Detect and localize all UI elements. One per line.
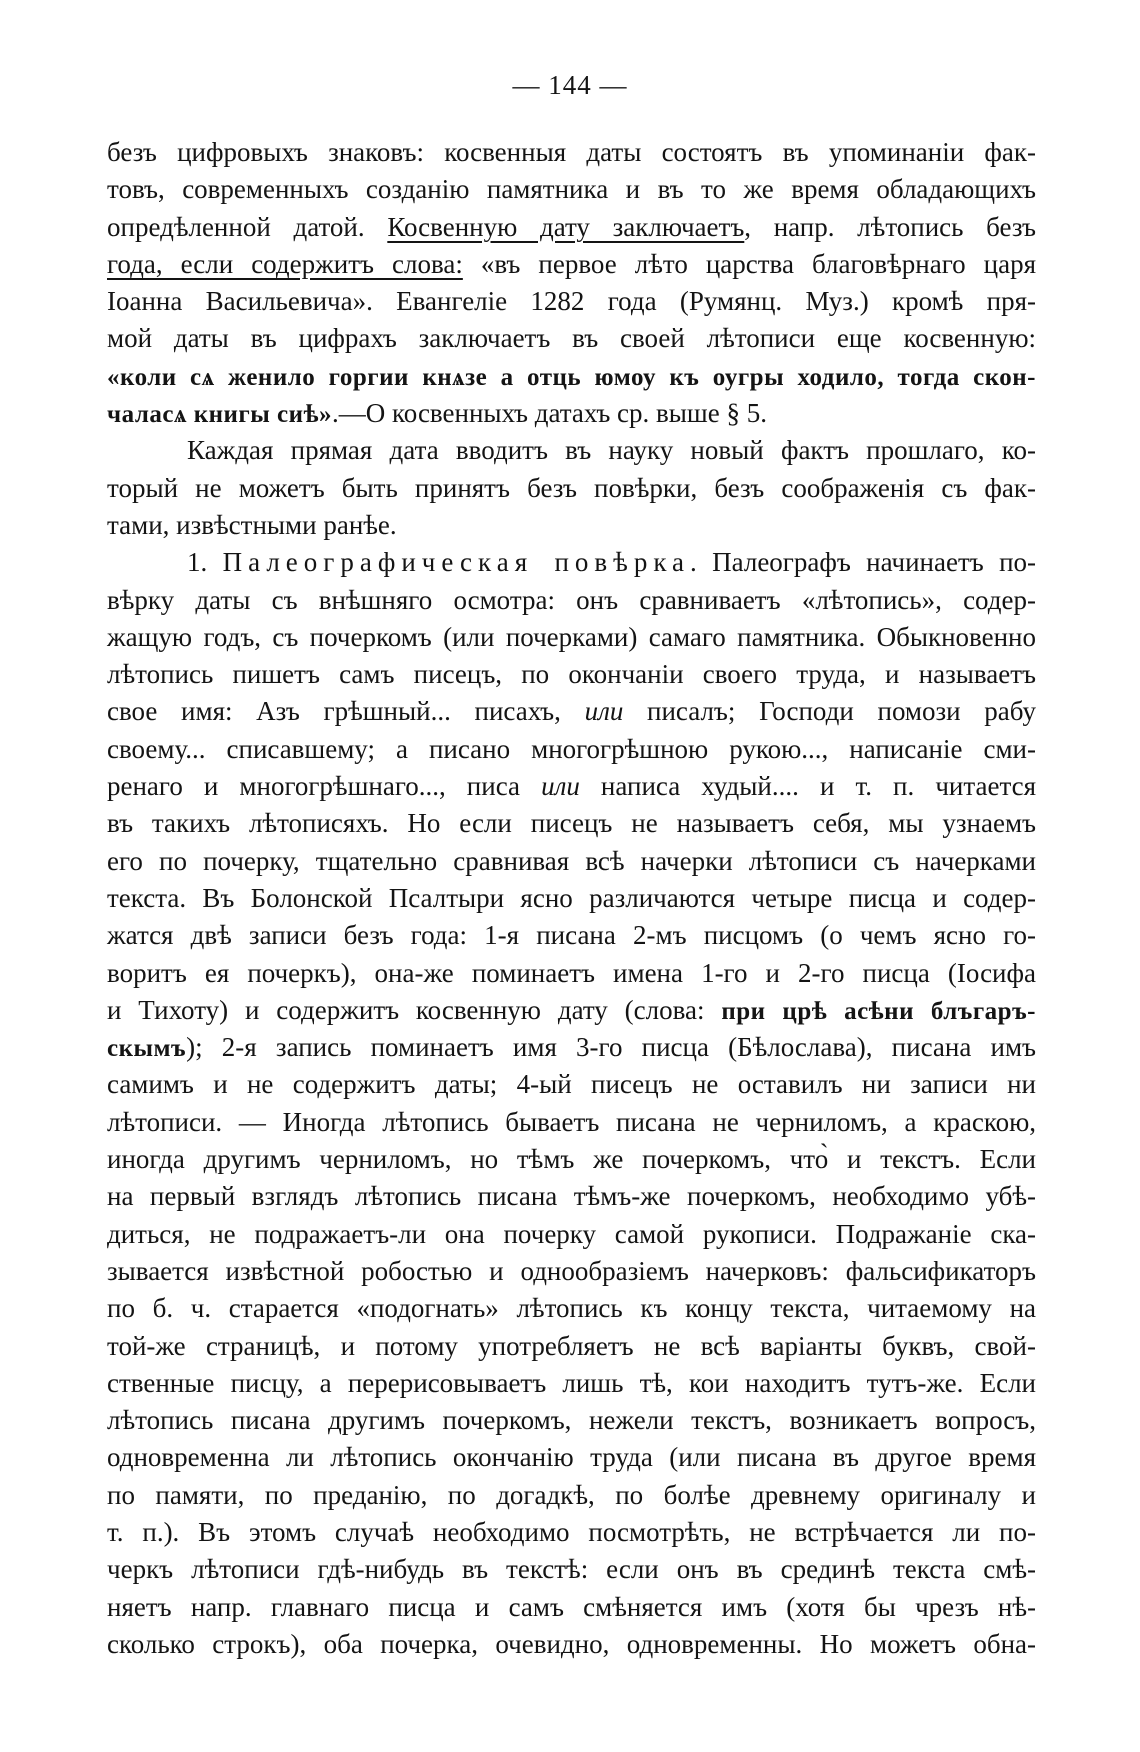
text-line — [107, 1066, 1036, 1103]
text-segment: вѣрку даты съ внѣшняго осмотра: онъ сравниваетъ «лѣтопись», содер- — [107, 584, 1036, 615]
text-line — [107, 358, 1036, 395]
text-line — [107, 171, 1036, 208]
text-line — [107, 320, 1036, 357]
text-segment: т. п.). Въ этомъ случаѣ необходимо посмотрѣть, не встрѣчается ли по- — [107, 1516, 1036, 1547]
text-segment: жатся двѣ записи безъ года: 1-я писана 2-мъ писцомъ (о чемъ ясно го- — [107, 920, 1036, 951]
text-line — [107, 1439, 1036, 1476]
text-line — [107, 1141, 1036, 1178]
text-segment: жащую годъ, съ почеркомъ (или почерками) самаго памятника. Обыкновенно — [107, 621, 1036, 652]
text-segment: диться, не подражаетъ-ли она почерку самой рукописи. Подражаніе ска- — [107, 1218, 1036, 1249]
text-segment: 1. — [187, 547, 223, 578]
text-line — [107, 432, 1036, 469]
text-line — [107, 1551, 1036, 1588]
old-slavonic-quote: «коли сѧ женило горгии кнѧзе а отць юмоу къ оугры ходило, тогда скон- — [107, 363, 1036, 391]
old-slavonic-quote: при црѣ асѣни блъгаръ- — [721, 997, 1036, 1025]
text-segment: «въ первое лѣто царства благовѣрнаго царя — [462, 248, 1036, 279]
text-segment: по памяти, по преданію, по догадкѣ, по болѣе древнему оригиналу и — [107, 1479, 1036, 1510]
text-segment: ственные писцу, а перерисовываетъ лишь тѣ, кои находитъ тутъ-же. Если — [107, 1367, 1036, 1398]
text-line — [107, 768, 1036, 805]
text-line — [107, 693, 1036, 730]
text-line — [107, 619, 1036, 656]
text-line — [107, 1029, 1036, 1066]
text-line — [107, 880, 1036, 917]
text-segment: на первый взглядъ лѣтопись писана тѣмъ-же почеркомъ, необходимо убѣ- — [107, 1181, 1036, 1212]
text-segment: текста. Въ Болонской Псалтыри ясно различаются четыре писца и содер- — [107, 882, 1036, 913]
text-segment: писалъ; Господи помози рабу — [623, 696, 1036, 727]
text-segment: лѣтописи. — Иногда лѣтопись бываетъ писана не черниломъ, а краскою, — [107, 1106, 1036, 1137]
text-line — [107, 955, 1036, 992]
text-segment: черкъ лѣтописи гдѣ-нибудь въ текстѣ: если онъ въ срединѣ текста смѣ- — [107, 1554, 1036, 1585]
text-line — [107, 1477, 1036, 1514]
text-line — [107, 507, 1036, 544]
text-line — [107, 917, 1036, 954]
text-line — [107, 992, 1036, 1029]
text-segment: сколько строкъ), оба почерка, очевидно, одновременны. Но можетъ обна- — [107, 1628, 1036, 1659]
text-line — [107, 1365, 1036, 1402]
italic-word: или — [541, 771, 580, 802]
text-line — [107, 1290, 1036, 1327]
text-segment: , напр. лѣтопись безъ — [744, 211, 1036, 242]
text-line — [107, 1328, 1036, 1365]
text-segment: воритъ ея почеркъ), она-же поминаетъ имена 1-го и 2-го писца (Іосифа — [107, 957, 1036, 988]
text-line — [107, 656, 1036, 693]
text-segment: . Палеографъ начинаетъ по- — [690, 547, 1037, 578]
text-segment: ренаго и многогрѣшнаго..., писа — [107, 771, 542, 802]
text-line — [107, 209, 1036, 246]
old-slavonic-quote: чаласѧ книгы сиѣ» — [107, 401, 333, 429]
text-segment: Каждая прямая дата вводитъ въ науку новый фактъ прошлаго, ко- — [187, 435, 1036, 466]
text-line — [107, 470, 1036, 507]
text-line — [107, 1104, 1036, 1141]
text-segment: безъ цифровыхъ знаковъ: косвенныя даты состоятъ въ упоминаніи фак- — [107, 137, 1036, 167]
text-segment: иногда другимъ черниломъ, но тѣмъ же почеркомъ, что̀ и текстъ. Если — [107, 1144, 1036, 1175]
text-segment: въ такихъ лѣтописяхъ. Но если писецъ не называетъ себя, мы узнаемъ — [107, 808, 1036, 839]
text-segment: мой даты въ цифрахъ заключаетъ въ своей лѣтописи еще косвенную: — [107, 323, 1036, 354]
text-segment: написа худый.... и т. п. читается — [579, 771, 1036, 802]
text-segment: ); 2-я запись поминаетъ имя 3-го писца (Бѣлослава), писана имъ — [186, 1032, 1036, 1063]
page-number: — 144 — — [512, 70, 628, 100]
text-line — [107, 544, 1036, 581]
text-line — [107, 731, 1036, 768]
text-line — [107, 1216, 1036, 1253]
text-line — [107, 395, 1036, 432]
text-segment: своему... списавшему; а писано многогрѣшною рукою..., написаніе сми- — [107, 733, 1036, 764]
text-segment: торый не можетъ быть принятъ безъ повѣрки, безъ соображенія съ фак- — [107, 472, 1036, 503]
text-segment: лѣтопись писана другимъ почеркомъ, нежели текстъ, возникаетъ вопросъ, — [107, 1405, 1036, 1436]
text-segment: зывается извѣстной робостью и однообразіемъ начерковъ: фальсификаторъ — [107, 1255, 1036, 1286]
text-segment: его по почерку, тщательно сравнивая всѣ начерки лѣтописи съ начерками — [107, 845, 1036, 876]
text-segment: тами, извѣстными ранѣе. — [107, 509, 397, 540]
text-segment: свое имя: Азъ грѣшный... писахъ, — [107, 696, 585, 727]
text-line — [107, 805, 1036, 842]
text-segment: Іоанна Васильевича». Евангеліе 1282 года (Румянц. Муз.) кромѣ пря- — [107, 286, 1036, 317]
text-line — [107, 134, 1036, 171]
body-text — [107, 134, 1036, 1663]
text-segment: лѣтопись пишетъ самъ писецъ, по окончаніи своего труда, и называетъ — [107, 659, 1036, 690]
section-heading: Палеографическая повѣрка — [222, 547, 691, 578]
text-segment: одновременна ли лѣтопись окончанію труда (или писана въ другое время — [107, 1442, 1036, 1473]
text-segment: той-же страницѣ, и потому употребляетъ не всѣ варіанты буквъ, свой- — [107, 1330, 1036, 1361]
old-slavonic-quote: скымъ — [107, 1035, 187, 1063]
text-line — [107, 1514, 1036, 1551]
text-line — [107, 843, 1036, 880]
text-segment: по б. ч. старается «подогнать» лѣтопись къ концу текста, читаемому на — [107, 1293, 1036, 1324]
text-segment: опредѣленной датой. — [107, 211, 388, 242]
text-segment: самимъ и не содержитъ даты; 4-ый писецъ не оставилъ ни записи ни — [107, 1069, 1036, 1100]
text-segment: .—О косвенныхъ датахъ ср. выше § 5. — [332, 398, 767, 429]
text-line — [107, 246, 1036, 283]
text-line — [107, 1178, 1036, 1215]
text-segment: и Тихоту) и содержитъ косвенную дату (слова: — [107, 994, 722, 1025]
text-line — [107, 1589, 1036, 1626]
text-line — [107, 1253, 1036, 1290]
underlined-phrase: Косвенную дату заключаетъ — [387, 211, 745, 242]
text-segment: товъ, современныхъ созданію памятника и въ то же время обладающихъ — [107, 174, 1036, 205]
text-line — [107, 1626, 1036, 1663]
text-line — [107, 283, 1036, 320]
underlined-phrase: года, если содержитъ слова: — [107, 248, 463, 279]
italic-word: или — [584, 696, 624, 727]
text-segment: няетъ напр. главнаго писца и самъ смѣняется имъ (хотя бы чрезъ нѣ- — [107, 1591, 1036, 1622]
text-line — [107, 582, 1036, 619]
text-line — [107, 1402, 1036, 1439]
